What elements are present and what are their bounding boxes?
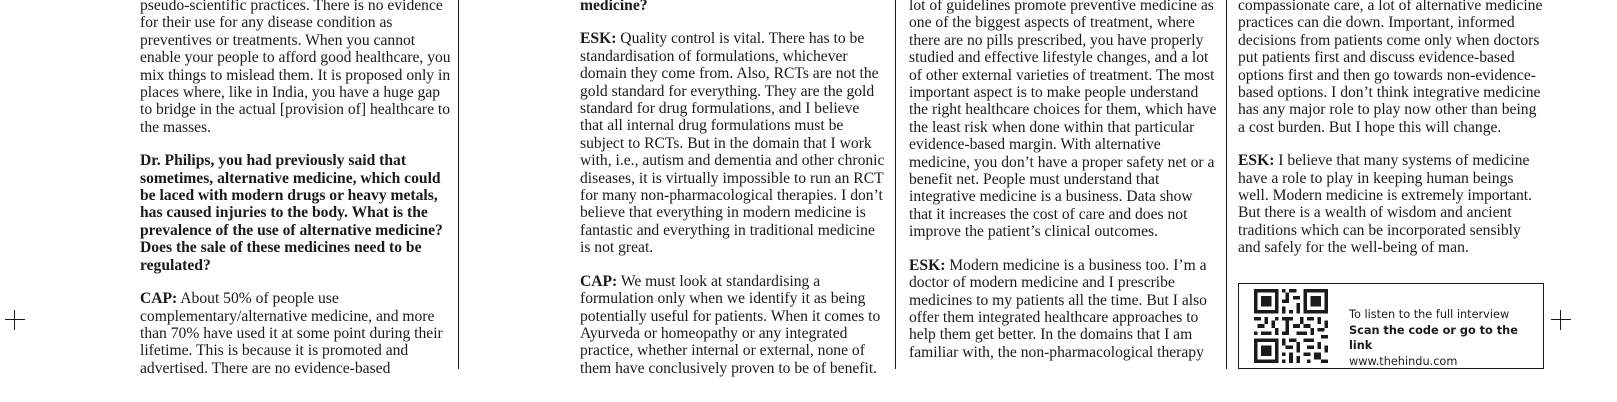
paragraph bbox=[580, 273, 886, 377]
crop-mark-left bbox=[5, 310, 25, 330]
paragraph-text: We must look at standardising a formulation only when we identify it as being potentially useful for patients. When it comes to Ayurveda or homeopathy or any integrated practice, whether internal or external, none of them have conclusively proven to be of benefit. bbox=[580, 272, 881, 377]
crop-mark-right bbox=[1551, 310, 1571, 330]
speaker-label: ESK: bbox=[1238, 152, 1275, 170]
article-column-3 bbox=[909, 0, 1219, 361]
promo-link[interactable]: www.thehindu.com bbox=[1349, 354, 1458, 368]
column-rule-2 bbox=[895, 0, 896, 369]
question-paragraph: Dr. Philips, you had previously said that sometimes, alternative medicine, which could be laced with modern drugs or heavy metals, has caused injuries to the body. What is the prevalence of the use of alternative medicine? Does the sale of these medicines need to be regulated? bbox=[140, 152, 443, 274]
qr-code-icon[interactable] bbox=[1254, 289, 1328, 363]
article-column-2 bbox=[580, 0, 886, 377]
paragraph-text: Modern medicine is a business too. I’m a doctor of modern medicine and I prescribe medicines to my patients all the time. But I also offer them integrated healthcare approaches to help them get better. In the domains that I am familiar with, the non-pharmacological therapy bbox=[909, 256, 1207, 361]
paragraph bbox=[909, 257, 1219, 361]
promo-line-2: Scan the code or go to the link bbox=[1349, 323, 1518, 352]
column-rule-1 bbox=[458, 0, 459, 369]
article-column-4 bbox=[1238, 0, 1544, 257]
paragraph-text: Quality control is vital. There has to be standardisation of formulations, whichever domain they come from. Also, RCTs are not the gold standard for everything. They are the gold standard for drug formulations, and I believe that all internal drug formulations must be subject to RCTs. But in the domain that I work with, i.e., autism and dementia and other chronic diseases, it is virtually impossible to run an RCT for many non-pharmacological therapies. I don’t believe that everything in modern medicine is fantastic and everything in traditional medicine is not great. bbox=[580, 30, 885, 257]
paragraph: compassionate care, a lot of alternative medicine practices can die down. Important, informed decisions from patients come only when doctors put patients first and discuss evidence-based options first and then go towards non-evidence-based options. I don’t think integrative medicine has any major role to play now other than being a cost burden. But I hope this will change. bbox=[1238, 0, 1543, 136]
paragraph: pseudo-scientific practices. There is no evidence for their use for any disease condition as preventives or treatments. When you cannot enable your people to afford good healthcare, you mix things to mislead them. It is proposed only in places where, like in India, you have a huge gap to bridge in the actual [provision of] healthcare to the masses. bbox=[140, 0, 451, 136]
paragraph-text: I believe that many systems of medicine have a role to play in keeping human beings well. Modern medicine is extremely important. But there is a wealth of wisdom and ancient traditions which can be incorporated sensibly and safely for the well-being of man. bbox=[1238, 152, 1533, 257]
listen-promo-box bbox=[1238, 283, 1544, 369]
paragraph-text: About 50% of people use complementary/alternative medicine, and more than 70% have used it at some point during their lifetime. This is because it is promoted and advertised. There are no evidence-based bbox=[140, 290, 443, 377]
speaker-label: ESK: bbox=[909, 256, 946, 274]
paragraph: lot of guidelines promote preventive medicine as one of the biggest aspects of treatment, where there are no pills prescribed, you have properly studied and effective lifestyle changes, and a lot of other external varieties of treatment. The most important aspect is to make people understand the right healthcare choices for them, which have the least risk when done within that particular evidence-based margin. With alternative medicine, you don’t have a proper safety net or a benefit net. People must understand that integrative medicine is a business. Data show that it increases the cost of care and does not improve the patient’s clinical outcomes. bbox=[909, 0, 1217, 241]
paragraph bbox=[140, 290, 452, 377]
question-paragraph: medicine? bbox=[580, 0, 648, 14]
article-column-1 bbox=[140, 0, 452, 377]
speaker-label: ESK: bbox=[580, 30, 617, 48]
promo-text bbox=[1349, 307, 1543, 369]
paragraph bbox=[1238, 152, 1544, 256]
paragraph bbox=[580, 30, 886, 256]
promo-line-1: To listen to the full interview bbox=[1349, 308, 1510, 321]
speaker-label: CAP: bbox=[580, 272, 618, 290]
speaker-label: CAP: bbox=[140, 290, 178, 308]
column-rule-3 bbox=[1226, 0, 1227, 369]
